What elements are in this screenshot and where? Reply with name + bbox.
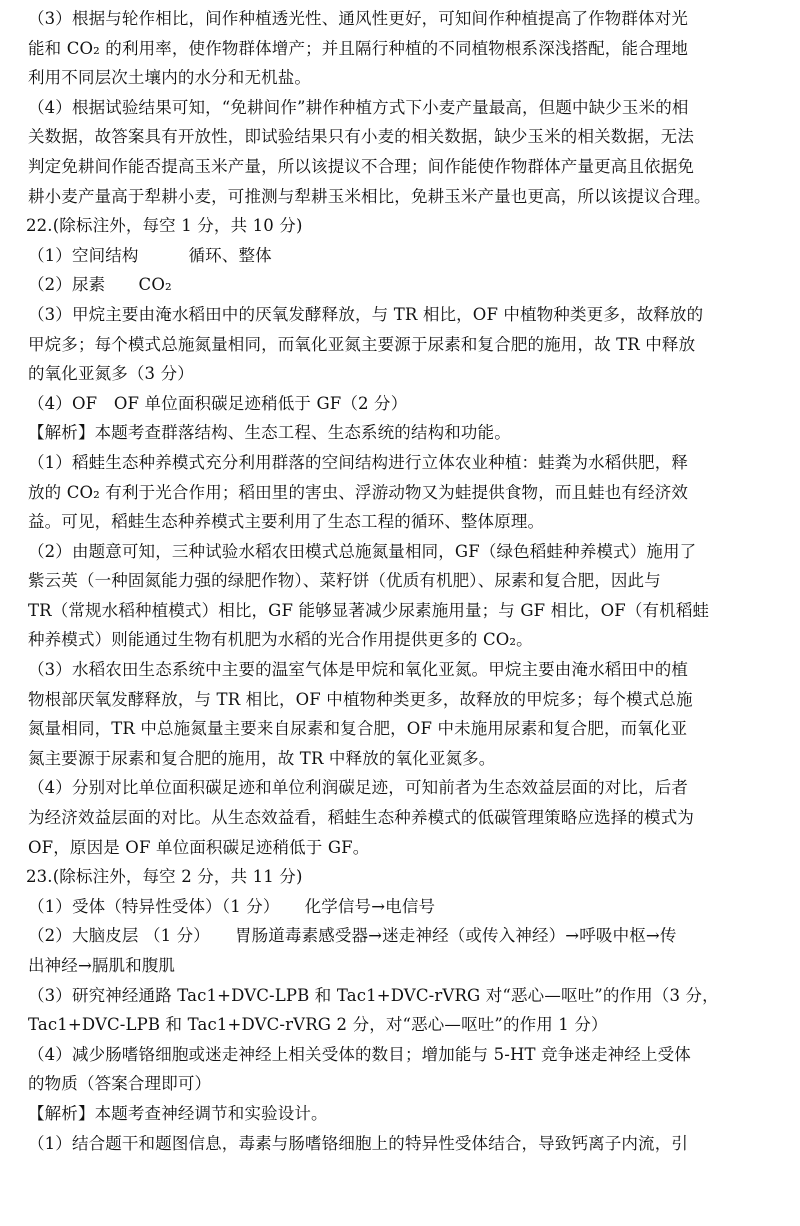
text-line-16: （1）稻蛙生态种养模式充分利用群落的空间结构进行立体农业种植：蛙粪为水稻供肥，释 xyxy=(28,452,688,472)
text-line-2: 能和 CO₂ 的利用率，使作物群体增产；并且隔行种植的不同植物根系深浅搭配，能合理地 xyxy=(28,38,689,58)
question-22-heading: 22.(除标注外，每空 1 分，共 10 分) xyxy=(26,216,303,236)
text-line-27: （4）分别对比单位面积碳足迹和单位利润碳足迹，可知前者为生态效益层面的对比，后者 xyxy=(28,778,688,798)
text-line-25: 氮量相同，TR 中总施氮量主要来自尿素和复合肥，OF 中未施用尿素和复合肥，而氧化亚 xyxy=(28,719,688,739)
question-23-heading: 23.(除标注外，每空 2 分，共 11 分) xyxy=(26,867,303,887)
text-line-20: 紫云英（一种固氮能力强的绿肥作物）、菜籽饼（优质有机肥）、尿素和复合肥，因此与 xyxy=(28,571,661,591)
text-line-9: （1）空间结构 循环、整体 xyxy=(28,245,272,265)
text-line-32: （2）大脑皮层 （1 分） 胃肠道毒素感受器→迷走神经（或传入神经）→呼吸中枢→传 xyxy=(28,926,677,946)
text-line-5: 关数据，故答案具有开放性，即试验结果只有小麦的相关数据，缺少玉米的相关数据，无法 xyxy=(28,127,694,147)
analysis-heading-23: 【解析】本题考查神经调节和实验设计。 xyxy=(28,1103,328,1123)
text-line-24: 物根部厌氧发酵释放，与 TR 相比，OF 中植物种类更多，故释放的甲烷多；每个模式总施 xyxy=(28,689,693,709)
text-line-18: 益。可见，稻蛙生态种养模式主要利用了生态工程的循环、整体原理。 xyxy=(28,512,545,532)
text-line-29: OF，原因是 OF 单位面积碳足迹稍低于 GF。 xyxy=(28,837,370,857)
text-line-12: 甲烷多；每个模式总施氮量相同，而氧化亚氮主要源于尿素和复合肥的施用，故 TR 中释放 xyxy=(28,334,696,354)
text-line-34: （3）研究神经通路 Tac1+DVC-LPB 和 Tac1+DVC-rVRG 对“恶心—呕吐”的作用（3 分， xyxy=(28,985,719,1005)
text-line-6: 判定免耕间作能否提高玉米产量，所以该提议不合理；间作能使作物群体产量更高且依据免 xyxy=(28,156,694,176)
text-line-39: （1）结合题干和题图信息，毒素与肠嗜铬细胞上的特异性受体结合，导致钙离子内流，引 xyxy=(28,1133,688,1153)
text-line-4: （4）根据试验结果可知，“免耕间作”耕作种植方式下小麦产量最高，但题中缺少玉米的相 xyxy=(28,97,689,117)
text-line-28: 为经济效益层面的对比。从生态效益看，稻蛙生态种养模式的低碳管理策略应选择的模式为 xyxy=(28,808,694,828)
text-line-26: 氮主要源于尿素和复合肥的施用，故 TR 中释放的氧化亚氮多。 xyxy=(28,748,496,768)
text-line-7: 耕小麦产量高于犁耕小麦，可推测与犁耕玉米相比，免耕玉米产量也更高，所以该提议合理。 xyxy=(28,186,711,206)
text-line-22: 种养模式）则能通过生物有机肥为水稻的光合作用提供更多的 CO₂。 xyxy=(28,630,533,650)
text-line-36: （4）减少肠嗜铬细胞或迷走神经上相关受体的数目；增加能与 5-HT 竞争迷走神经上受体 xyxy=(28,1044,691,1064)
text-line-35: Tac1+DVC-LPB 和 Tac1+DVC-rVRG 2 分，对“恶心—呕吐”的作用 1 分） xyxy=(28,1015,608,1035)
text-line-31: （1）受体（特异性受体）（1 分） 化学信号→电信号 xyxy=(28,896,436,916)
text-line-21: TR（常规水稻种植模式）相比，GF 能够显著减少尿素施用量；与 GF 相比，OF（有机稻蛙 xyxy=(28,600,710,620)
text-line-11: （3）甲烷主要由淹水稻田中的厌氧发酵释放，与 TR 相比，OF 中植物种类更多，故释放的 xyxy=(28,304,704,324)
text-line-37: 的物质（答案合理即可） xyxy=(28,1074,212,1094)
text-line-14: （4）OF OF 单位面积碳足迹稍低于 GF（2 分） xyxy=(28,393,408,413)
text-line-19: （2）由题意可知，三种试验水稻农田模式总施氮量相同，GF（绿色稻蛙种养模式）施用了 xyxy=(28,541,697,561)
text-line-1: （3）根据与轮作相比，间作种植透光性、通风性更好，可知间作种植提高了作物群体对光 xyxy=(28,9,688,28)
analysis-heading-22: 【解析】本题考查群落结构、生态工程、生态系统的结构和功能。 xyxy=(28,423,511,443)
text-line-10: （2）尿素 CO₂ xyxy=(28,275,172,295)
text-line-17: 放的 CO₂ 有利于光合作用；稻田里的害虫、浮游动物又为蛙提供食物，而且蛙也有经济效 xyxy=(28,482,689,502)
text-line-23: （3）水稻农田生态系统中主要的温室气体是甲烷和氧化亚氮。甲烷主要由淹水稻田中的植 xyxy=(28,660,688,680)
text-line-13: 的氧化亚氮多（3 分） xyxy=(28,364,194,384)
text-line-3: 利用不同层次土壤内的水分和无机盐。 xyxy=(28,68,312,88)
text-line-33: 出神经→膈肌和腹肌 xyxy=(28,956,176,975)
